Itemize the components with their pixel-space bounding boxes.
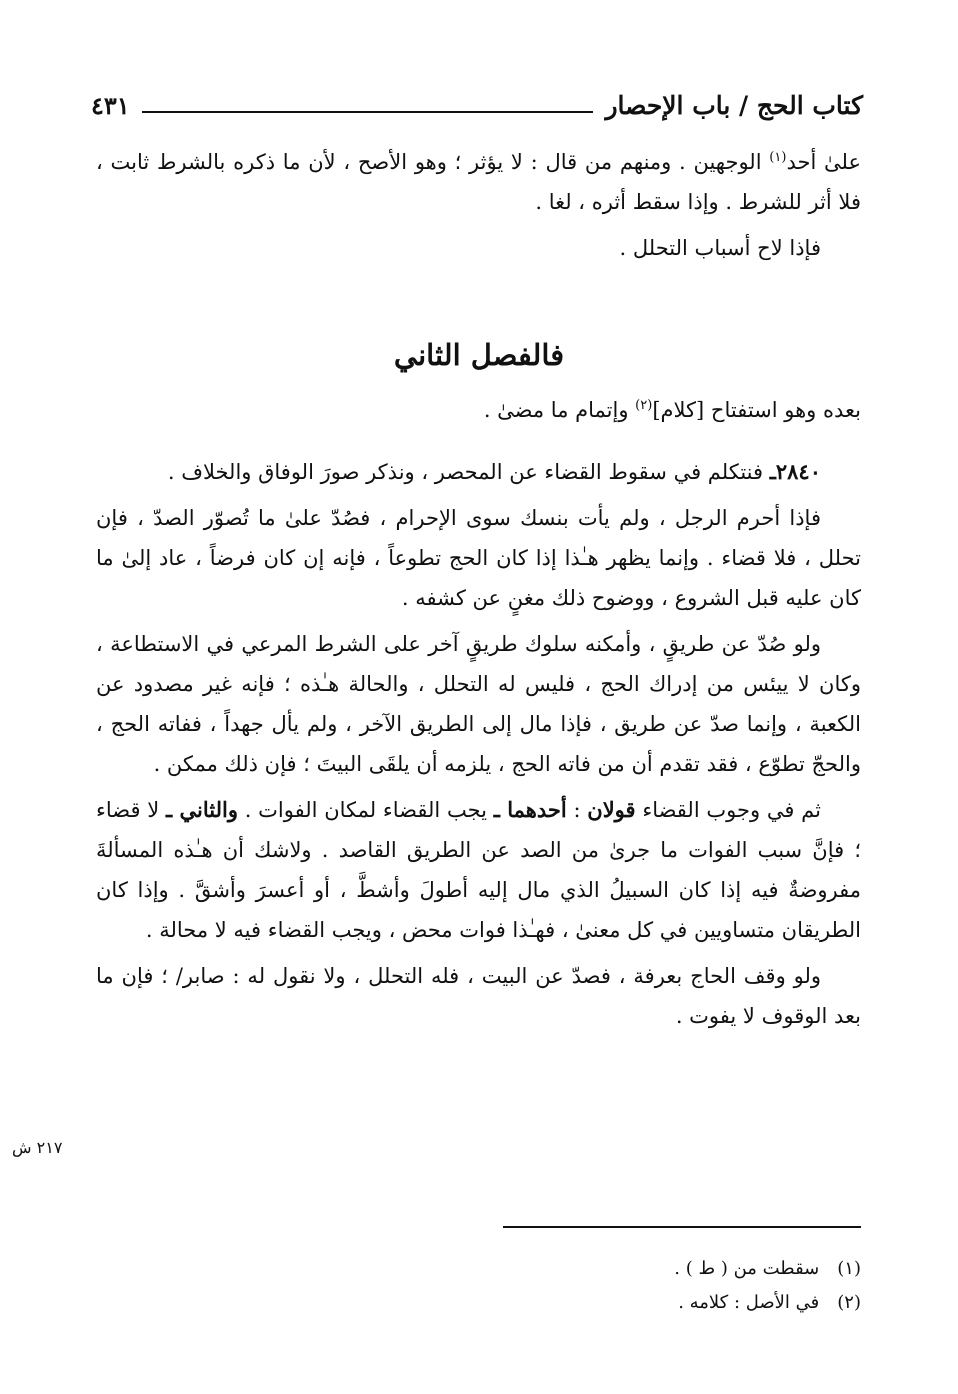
header-title: كتاب الحج / باب الإحصار: [605, 90, 863, 120]
header-rule: [142, 111, 594, 113]
main-text: [96, 390, 861, 1036]
footnote-rule: [503, 1226, 861, 1228]
p4-text-e: لا قضاء ؛ فإنَّ سبب الفوات ما جرىٰ من الصد عن الطريق القاصد . ولاشك أن هـٰذه المسألةَ مفروضةٌ فيه إذا كان السبيلُ الذي مال إليه أطولَ وأشطَّ ، أو أعسرَ وأشقَّ . وإذا كان الطريقان متساويين في كل معنىٰ ، فهـٰذا فوات محض ، ويجب القضاء فيه لا محالة .: [96, 798, 861, 942]
subtitle-text-a: بعده وهو استفتاح [كلام]: [652, 398, 861, 422]
footnote-ref-2: (٢): [635, 398, 653, 413]
footnote-text: سقطت من ( ط ) .: [674, 1258, 820, 1279]
intro-paragraph: [96, 142, 861, 222]
footnote-text: في الأصل : كلامه .: [678, 1292, 820, 1313]
section-title: فالفصل الثاني: [393, 338, 565, 372]
p4-bold-3: والثاني ـ: [165, 797, 238, 822]
footnote-2: [96, 1286, 861, 1320]
page-number: ٤٣١: [91, 90, 130, 120]
footnote-number: (٢): [837, 1292, 861, 1313]
paragraph-4: [96, 790, 861, 950]
footnote-1: [96, 1252, 861, 1286]
intro-block: [96, 142, 861, 268]
paragraph-5: ولو وقف الحاج بعرفة ، فصدّ عن البيت ، فله التحلل ، ولا نقول له : صابر/ ؛ فإن ما بعد الوقوف لا يفوت .: [96, 964, 861, 1028]
paragraph-3: ولو صُدّ عن طريقٍ ، وأمكنه سلوك طريقٍ آخر على الشرط المرعي في الاستطاعة ، وكان لا ييئس من إدراك الحج ، فليس له التحلل ، والحالة هـٰذه ؛ فإنه غير مصدود عن الكعبة ، وإنما صدّ عن طريق ، فإذا مال إلى الطريق الآخر ، ولم يأل جهداً ، ففاته الحج ، والحجّ تطوّع ، فقد تقدم أن من فاته الحج ، يلزمه أن يلقَى البيتَ ؛ فإن ذلك ممكن .: [96, 632, 861, 776]
p4-bold-2: أحدهما ـ: [493, 797, 567, 822]
p4-text-d: يجب القضاء لمكان الفوات .: [237, 798, 494, 822]
footnotes: [96, 1252, 861, 1320]
paragraph-number: ٢٨٤٠ـ: [769, 459, 821, 484]
margin-note: ٢١٧ ش: [12, 1138, 63, 1157]
paragraph-2: فإذا أحرم الرجل ، ولم يأت بنسك سوى الإحرام ، فصُدّ علىٰ ما تُصوّر الصدّ ، فإن تحلل ، فلا قضاء . وإنما يظهر هـٰذا إذا كان الحج تطوعاً ، فإنه إن كان فرضاً ، عاد إلىٰ ما كان عليه قبل الشروع ، ووضوح ذلك مغنٍ عن كشفه .: [96, 506, 861, 610]
p4-text-c: :: [566, 798, 588, 822]
p4-text-a: ثم في وجوب القضاء: [635, 798, 821, 822]
intro-closing: فإذا لاح أسباب التحلل .: [619, 236, 821, 260]
intro-text-b: الوجهين . ومنهم من قال : لا يؤثر ؛ وهو الأصح ، لأن ما ذكره بالشرط ثابت ، فلا أثر للشرط . وإذا سقط أثره ، لغا .: [96, 150, 861, 214]
intro-text-a: علىٰ أحد: [786, 150, 862, 174]
subtitle-text-b: وإتمام ما مضىٰ .: [483, 398, 636, 422]
footnote-ref-1: (١): [769, 150, 787, 165]
paragraph-2840: [96, 452, 861, 492]
section-subtitle: [96, 390, 861, 430]
footnote-number: (١): [837, 1258, 861, 1279]
paragraph-1-text: فنتكلم في سقوط القضاء عن المحصر ، ونذكر صورَ الوفاق والخلاف .: [167, 460, 770, 484]
running-header: [91, 85, 863, 125]
p4-bold-1: قولان: [587, 797, 636, 822]
